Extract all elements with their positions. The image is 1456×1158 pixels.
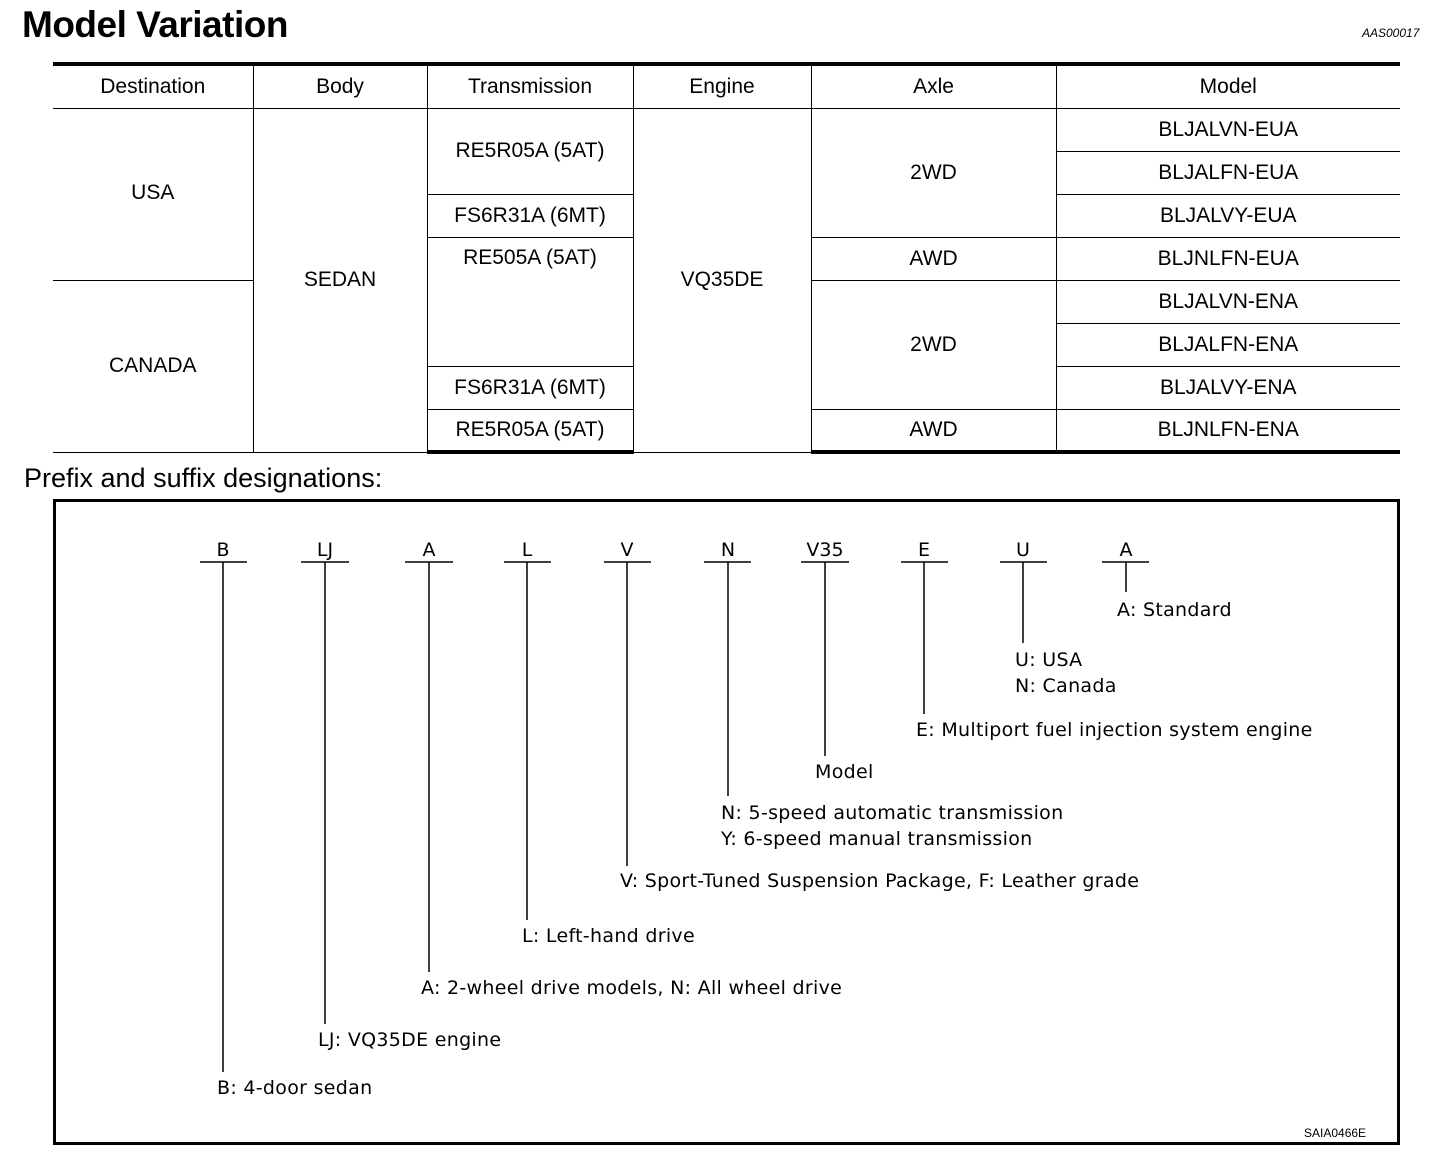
axle-cell: 2WD (811, 108, 1056, 237)
axle-cell: 2WD (811, 280, 1056, 409)
reference-code: AAS00017 (1362, 26, 1420, 40)
axle-cell: AWD (811, 237, 1056, 280)
code-letter-u: U (1016, 539, 1030, 561)
desc-standard: A: Standard (1117, 599, 1232, 621)
transmission-cell: FS6R31A (6MT) (427, 366, 633, 409)
section-title: Prefix and suffix designations: (24, 463, 383, 493)
header-axle: Axle (811, 64, 1056, 108)
desc-engine-injection: E: Multiport fuel injection system engine (916, 719, 1313, 741)
model-cell: BLJALVY-ENA (1056, 366, 1400, 409)
desc-automatic-transmission: N: 5-speed automatic transmission (721, 802, 1064, 824)
code-letter-n: N (720, 539, 736, 561)
model-cell: BLJALVY-EUA (1056, 194, 1400, 237)
desc-model: Model (815, 761, 874, 783)
destination-cell: USA (53, 108, 253, 280)
desc-manual-transmission: Y: 6-speed manual transmission (721, 828, 1033, 850)
code-letter-l: L (521, 539, 533, 561)
code-letter-lj: LJ (316, 539, 334, 561)
page-title: Model Variation (22, 4, 288, 45)
code-letter-v: V (620, 539, 634, 561)
transmission-cell: RE5R05A (5AT) (427, 108, 633, 194)
model-cell: BLJALFN-ENA (1056, 323, 1400, 366)
desc-engine-lj: LJ: VQ35DE engine (318, 1029, 502, 1051)
axle-cell: AWD (811, 409, 1056, 452)
body-cell: SEDAN (253, 108, 427, 452)
header-transmission: Transmission (427, 64, 633, 108)
desc-usa: U: USA (1015, 649, 1083, 671)
transmission-cell: RE505A (5AT) (427, 237, 633, 366)
transmission-cell: RE5R05A (5AT) (427, 409, 633, 452)
model-cell: BLJALVN-EUA (1056, 108, 1400, 151)
desc-canada: N: Canada (1015, 675, 1117, 697)
header-body: Body (253, 64, 427, 108)
desc-sedan: B: 4-door sedan (217, 1077, 373, 1099)
desc-left-hand-drive: L: Left-hand drive (522, 925, 695, 947)
model-cell: BLJALFN-EUA (1056, 151, 1400, 194)
desc-suspension-grade: V: Sport-Tuned Suspension Package, F: Leather grade (620, 870, 1140, 892)
code-letter-e: E (917, 539, 930, 561)
model-cell: BLJNLFN-ENA (1056, 409, 1400, 452)
model-cell: BLJNLFN-EUA (1056, 237, 1400, 280)
desc-drive-models: A: 2-wheel drive models, N: All wheel drive (421, 977, 843, 999)
engine-cell: VQ35DE (633, 108, 811, 452)
header-destination: Destination (53, 64, 253, 108)
code-letter-v35: V35 (806, 539, 844, 561)
header-model: Model (1056, 64, 1400, 108)
figure-code: SAIA0466E (1304, 1126, 1367, 1140)
code-letter-a-suffix: A (1119, 539, 1133, 561)
model-cell: BLJALVN-ENA (1056, 280, 1400, 323)
code-letter-b: B (216, 539, 230, 561)
header-engine: Engine (633, 64, 811, 108)
destination-cell: CANADA (53, 280, 253, 452)
transmission-cell: FS6R31A (6MT) (427, 194, 633, 237)
code-letter-a: A (422, 539, 436, 561)
